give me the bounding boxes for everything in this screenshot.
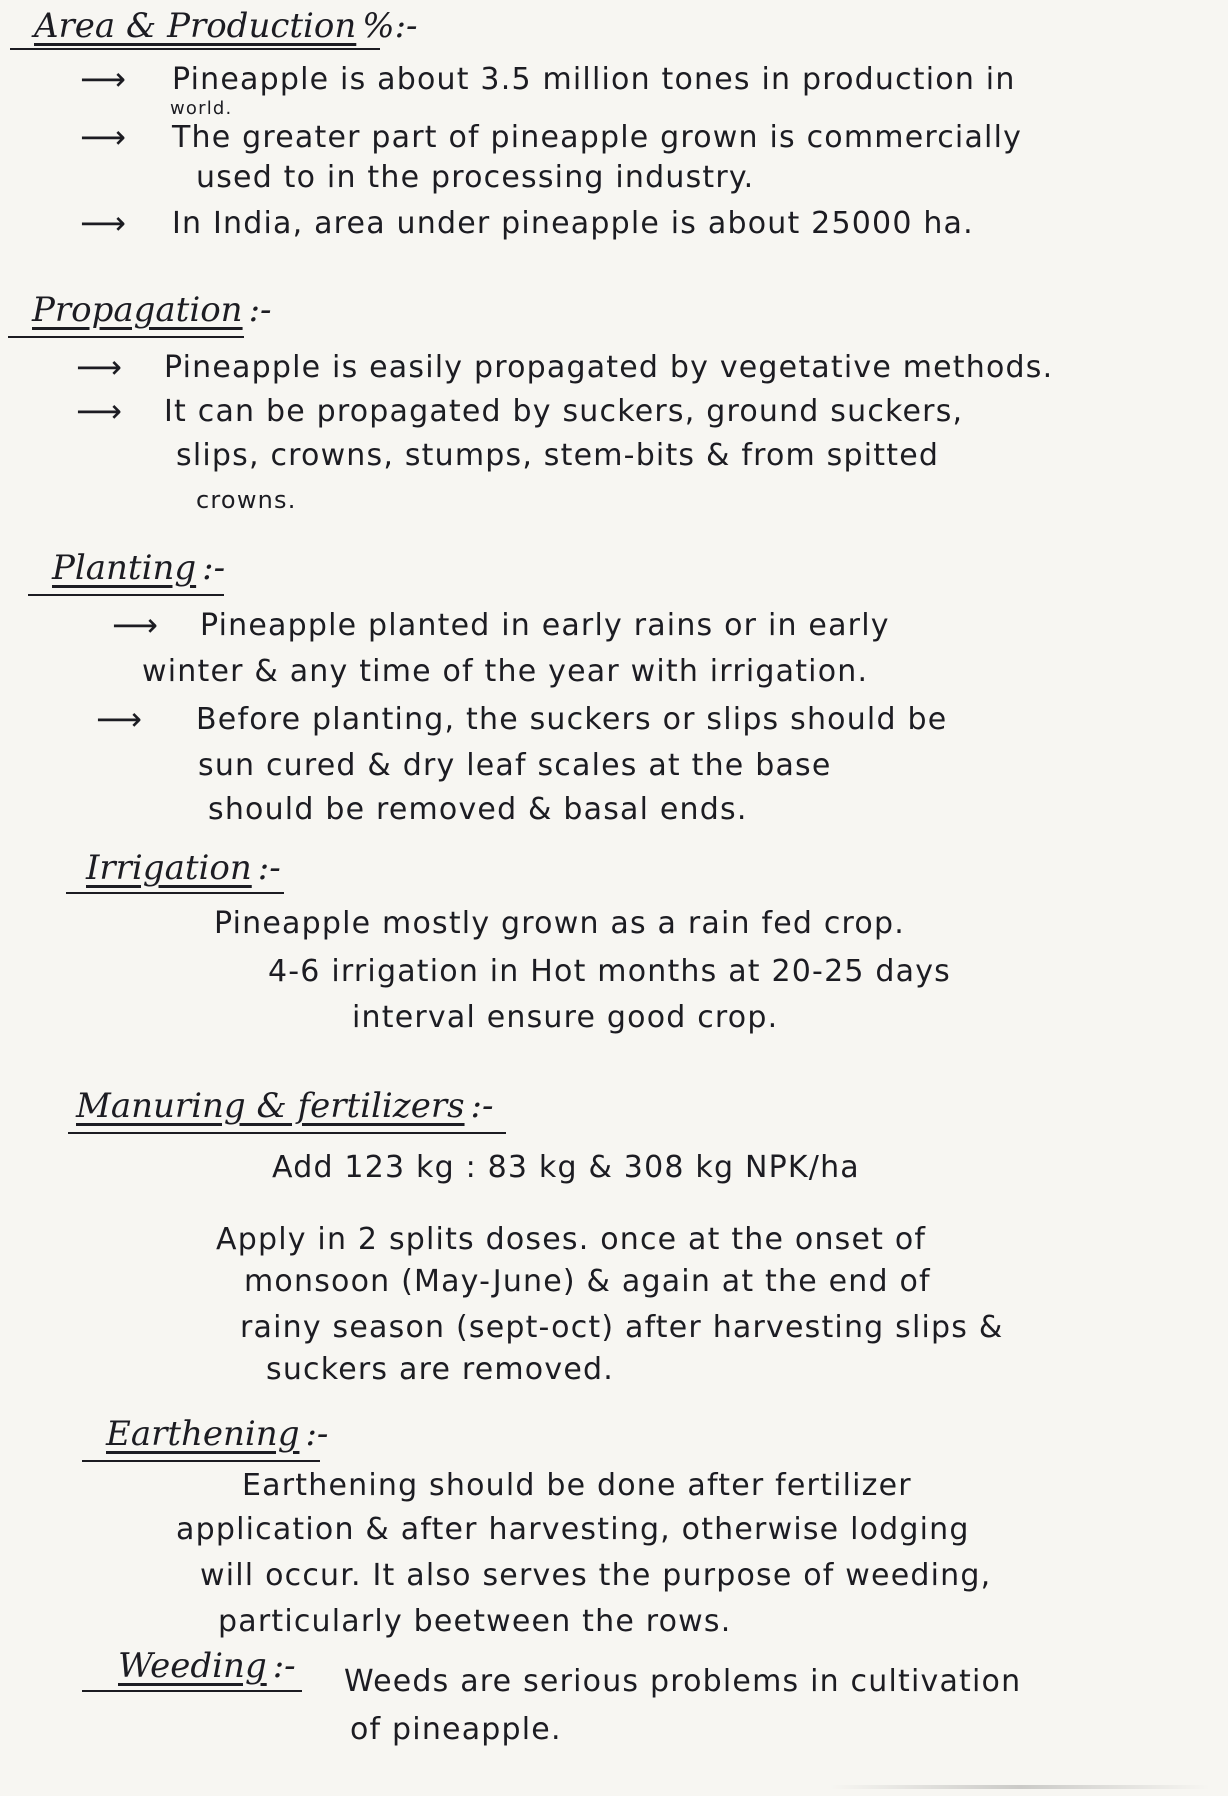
heading-underline xyxy=(66,892,284,894)
heading-weeding: Weeding :- xyxy=(118,1646,296,1686)
note-line: application & after harvesting, otherwise lodging xyxy=(176,1512,970,1547)
heading-manuring-fertilizers: Manuring & fertilizers :- xyxy=(76,1086,494,1126)
note-line: Add 123 kg : 83 kg & 308 kg NPK/ha xyxy=(272,1150,860,1185)
note-line: suckers are removed. xyxy=(266,1352,614,1387)
arrow-icon: ⟶ xyxy=(96,700,142,738)
arrow-icon: ⟶ xyxy=(80,204,126,242)
note-line: monsoon (May-June) & again at the end of xyxy=(244,1264,931,1299)
note-line: rainy season (sept-oct) after harvesting slips & xyxy=(240,1310,1004,1345)
note-line: sun cured & dry leaf scales at the base xyxy=(198,748,832,783)
heading-underline xyxy=(10,48,380,50)
note-line: will occur. It also serves the purpose of weeding, xyxy=(200,1558,992,1593)
note-line: Pineapple planted in early rains or in early xyxy=(200,608,890,643)
heading-underline xyxy=(82,1460,320,1462)
arrow-icon: ⟶ xyxy=(80,60,126,98)
heading-earthening: Earthening :- xyxy=(106,1414,329,1454)
note-line: Pineapple is about 3.5 million tones in production in xyxy=(172,62,1016,97)
note-line: world. xyxy=(170,98,233,119)
note-line: The greater part of pineapple grown is commercially xyxy=(172,120,1023,155)
note-line: 4-6 irrigation in Hot months at 20-25 days xyxy=(268,954,952,989)
heading-irrigation: Irrigation :- xyxy=(86,848,281,888)
note-line: used to in the processing industry. xyxy=(196,160,755,195)
heading-planting: Planting :- xyxy=(52,548,226,588)
arrow-icon: ⟶ xyxy=(76,348,122,386)
heading-propagation: Propagation :- xyxy=(32,290,272,330)
note-line: winter & any time of the year with irrigation. xyxy=(142,654,869,689)
heading-underline xyxy=(68,1132,506,1134)
note-line: In India, area under pineapple is about 25000 ha. xyxy=(172,206,974,241)
note-line: particularly beetween the rows. xyxy=(218,1604,732,1639)
note-line: crowns. xyxy=(196,486,297,514)
heading-underline xyxy=(82,1690,302,1692)
note-line: Pineapple is easily propagated by vegetative methods. xyxy=(164,350,1054,385)
note-line: It can be propagated by suckers, ground suckers, xyxy=(164,394,964,429)
note-line: Weeds are serious problems in cultivation xyxy=(344,1664,1022,1699)
note-line: Apply in 2 splits doses. once at the onset of xyxy=(216,1222,927,1257)
note-line: of pineapple. xyxy=(350,1712,562,1747)
note-line: Before planting, the suckers or slips should be xyxy=(196,702,948,737)
arrow-icon: ⟶ xyxy=(76,392,122,430)
arrow-icon: ⟶ xyxy=(112,606,158,644)
note-line: Earthening should be done after fertilizer xyxy=(242,1468,912,1503)
page-smudge xyxy=(830,1785,1210,1789)
heading-area-production: Area & Production %:- xyxy=(34,6,418,46)
arrow-icon: ⟶ xyxy=(80,118,126,156)
note-line: Pineapple mostly grown as a rain fed crop. xyxy=(214,906,905,941)
heading-underline xyxy=(8,336,244,338)
note-line: interval ensure good crop. xyxy=(352,1000,779,1035)
heading-underline xyxy=(28,594,224,596)
note-line: slips, crowns, stumps, stem-bits & from spitted xyxy=(176,438,940,473)
note-line: should be removed & basal ends. xyxy=(208,792,748,827)
